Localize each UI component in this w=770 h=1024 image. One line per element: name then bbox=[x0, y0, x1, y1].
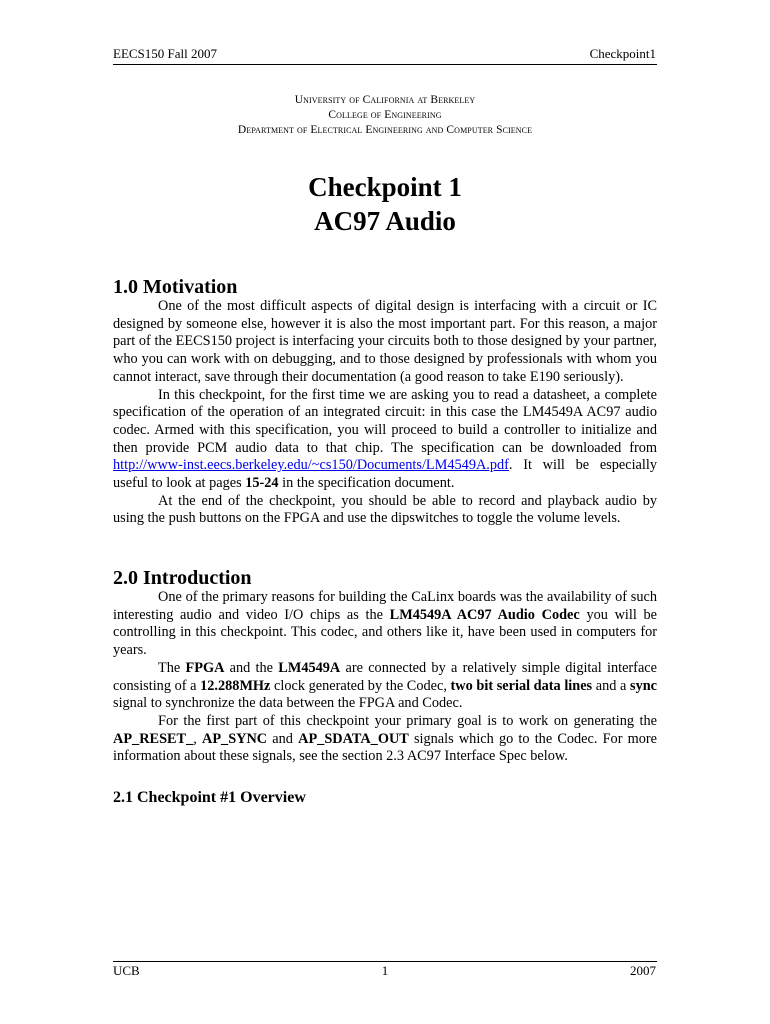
pages-range: 15-24 bbox=[245, 475, 279, 492]
section-motivation bbox=[113, 276, 657, 528]
motivation-paragraph-1: One of the most difficult aspects of digital design is interfacing with a circuit or IC designed by someone else, however it is also the most important part. For this reason, a major part of the EECS150 project is interfacing your circuits both to those designed by your partner, who you can work with on debugging, and to those designed by professionals with whom you cannot interact, save through their documentation (a good reason to take E190 seriously). bbox=[113, 298, 657, 385]
text: and a bbox=[592, 677, 630, 694]
text: The bbox=[158, 659, 186, 676]
text: are connected by a relatively simple digital interface consisting of a bbox=[113, 659, 657, 694]
introduction-paragraph-3 bbox=[113, 713, 657, 766]
text: and bbox=[267, 730, 299, 747]
motivation-paragraph-2 bbox=[113, 387, 657, 493]
overview-heading: 2.1 Checkpoint #1 Overview bbox=[113, 789, 306, 806]
footer-rule bbox=[113, 961, 657, 962]
fpga-term: FPGA bbox=[185, 659, 225, 676]
ap-sync-term: AP_SYNC bbox=[202, 730, 268, 747]
motivation-paragraph-3: At the end of the checkpoint, you should be able to record and playback audio by using the push buttons on the FPGA and use the dipswitches to toggle the volume levels. bbox=[113, 492, 657, 527]
text: , bbox=[193, 730, 202, 747]
serial-lines-term: two bit serial data lines bbox=[450, 677, 593, 694]
text: and the bbox=[224, 659, 279, 676]
sync-term: sync bbox=[630, 677, 658, 694]
text: For the first part of this checkpoint your primary goal is to work on generating the bbox=[158, 712, 657, 729]
clock-term: 12.288MHz bbox=[200, 677, 271, 694]
header-course: EECS150 Fall 2007 bbox=[113, 46, 218, 61]
text: . It will be especially useful to look at pages bbox=[113, 457, 657, 492]
page-title: Checkpoint 1 bbox=[308, 172, 462, 202]
footer-year: 2007 bbox=[630, 963, 656, 978]
ap-sdata-out-term: AP_SDATA_OUT bbox=[298, 730, 409, 747]
text: signals which go to the Codec. For more information about these signals, see the section 2.3 AC97 Interface Spec below. bbox=[113, 730, 658, 765]
ap-reset-term: AP_RESET_ bbox=[113, 730, 194, 747]
institution-university: University of California at Berkeley bbox=[294, 94, 476, 106]
page-number: 1 bbox=[381, 963, 389, 978]
institution-department: Department of Electrical Engineering and Computer Science bbox=[237, 124, 533, 136]
header-doc-name: Checkpoint1 bbox=[589, 46, 656, 61]
lm4549a-term: LM4549A bbox=[278, 659, 341, 676]
header-rule bbox=[113, 64, 657, 65]
motivation-heading: 1.0 Motivation bbox=[113, 276, 238, 298]
institution-college: College of Engineering bbox=[328, 109, 442, 121]
datasheet-link[interactable]: http://www-inst.eecs.berkeley.edu/~cs150/Documents/LM4549A.pdf bbox=[113, 457, 509, 474]
introduction-paragraph-2 bbox=[113, 660, 657, 713]
introduction-paragraph-1 bbox=[113, 589, 657, 660]
text: clock generated by the Codec, bbox=[270, 677, 451, 694]
introduction-heading: 2.0 Introduction bbox=[113, 567, 252, 589]
section-introduction bbox=[113, 567, 657, 766]
section-overview bbox=[113, 788, 657, 808]
text: In this checkpoint, for the first time we are asking you to read a datasheet, a complete specification of the operation of an integrated circuit: in this case the LM4549A AC97 audio codec. Armed with this specification, you will proceed to build a controller to initialize and then provide PCM audio data to that chip. The specification can be downloaded from bbox=[113, 386, 657, 456]
text: signal to synchronize the data between the FPGA and Codec. bbox=[113, 695, 463, 712]
text: you will be controlling in this checkpoint. This codec, and others like it, have been used in computers for years. bbox=[113, 606, 658, 659]
page-subtitle: AC97 Audio bbox=[314, 206, 456, 236]
text: in the specification document. bbox=[278, 475, 455, 492]
codec-name: LM4549A AC97 Audio Codec bbox=[389, 606, 580, 623]
footer-org: UCB bbox=[113, 963, 140, 978]
text: One of the primary reasons for building the CaLinx boards was the availability of such interesting audio and video I/O chips as the bbox=[113, 589, 657, 623]
